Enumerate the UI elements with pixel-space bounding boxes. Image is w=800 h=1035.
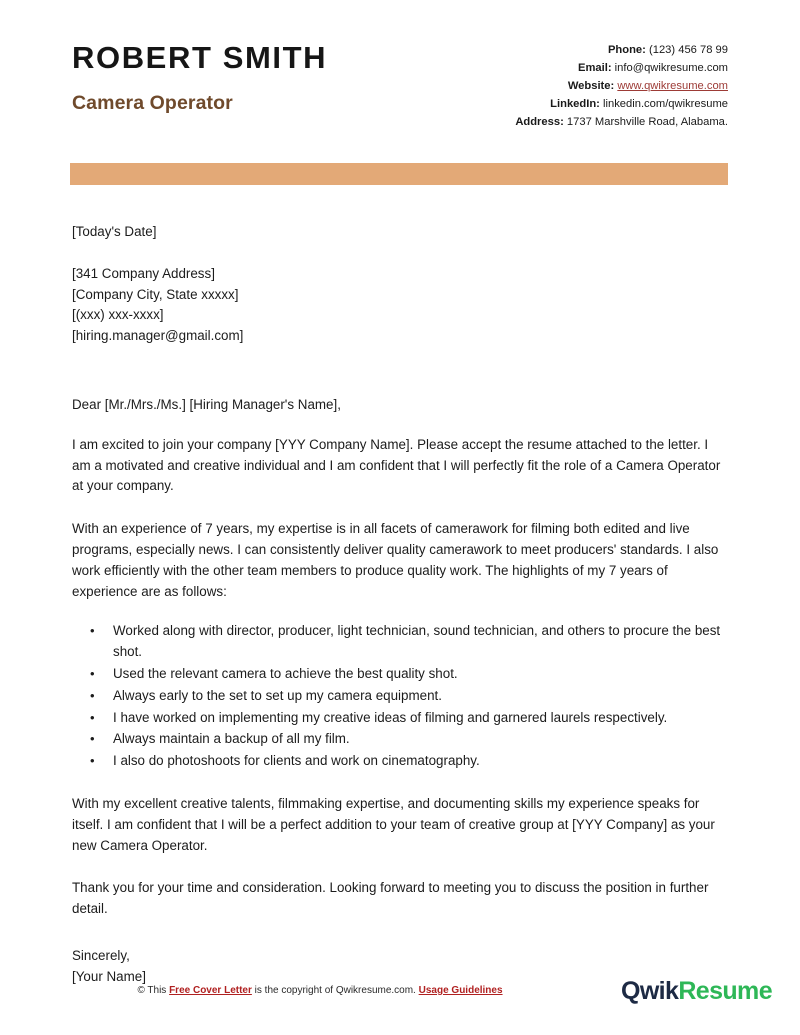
- contact-value-phone: (123) 456 78 99: [649, 44, 728, 56]
- list-item: [72, 751, 722, 772]
- identity-block: [72, 38, 327, 115]
- list-item: [72, 621, 722, 663]
- letter-body: [72, 222, 722, 988]
- sign-off-text: Sincerely,: [72, 947, 130, 963]
- recipient-line-city: [Company City, State xxxxx]: [72, 286, 239, 302]
- letter-paragraph-4: Thank you for your time and consideration. Looking forward to meeting you to discuss the position in further detail.: [72, 880, 709, 917]
- contact-label-address: Address:: [515, 116, 564, 129]
- contact-line-phone: [515, 41, 728, 59]
- letter-salutation: Dear [Mr./Mrs./Ms.] [Hiring Manager's Name],: [72, 396, 341, 412]
- free-cover-letter-link[interactable]: Free Cover Letter: [169, 985, 252, 996]
- footer-copyright-middle: is the copyright of Qwikresume.com.: [254, 985, 416, 996]
- usage-guidelines-link[interactable]: Usage Guidelines: [418, 985, 503, 996]
- page-footer: [0, 977, 800, 1021]
- letter-date: [Today's Date]: [72, 224, 157, 239]
- recipient-address-block: [72, 264, 722, 347]
- bullet-icon: •: [90, 709, 95, 725]
- list-item-text: I also do photoshoots for clients and work on cinematography.: [113, 753, 480, 769]
- list-item: [72, 708, 722, 729]
- contact-line-address: [515, 113, 728, 131]
- contact-label-phone: Phone:: [607, 44, 646, 56]
- list-item: [72, 664, 722, 685]
- contact-label-website: Website:: [567, 80, 615, 93]
- contact-value-address: 1737 Marshville Road, Alabama.: [566, 116, 728, 129]
- qwikresume-logo: [621, 977, 772, 1006]
- logo-text-qwik: Qwik: [620, 977, 679, 1005]
- letter-header: [0, 38, 800, 143]
- accent-divider-bar: [70, 163, 728, 185]
- recipient-line-phone: [(xxx) xxx-xxxx]: [72, 307, 164, 323]
- contact-value-email: info@qwikresume.com: [614, 62, 728, 75]
- recipient-line-street: [341 Company Address]: [72, 265, 215, 281]
- logo-text-resume: Resume: [678, 977, 772, 1005]
- letter-paragraph-3: With my excellent creative talents, filmmaking expertise, and documenting skills my experience speaks for itself. I am confident that I will be a perfect addition to your team of creative group at [YYY Company] as your new Camera Operator.: [72, 795, 715, 853]
- list-item-text: Always maintain a backup of all my film.: [113, 731, 350, 747]
- applicant-job-title: Camera Operator: [72, 91, 233, 114]
- bullet-icon: •: [90, 623, 95, 639]
- letter-paragraph-2: With an experience of 7 years, my expertise is in all facets of camerawork for filming both edited and live programs, especially news. I can consistently deliver quality camerawork to meet producers' standards. I also work efficiently with the other team members to produce quality work. The highlights of my 7 years of experience are as follows:: [72, 521, 719, 599]
- contact-line-linkedin: [515, 95, 728, 113]
- contact-label-linkedin: LinkedIn:: [550, 98, 600, 111]
- contact-line-website: [515, 77, 728, 95]
- list-item-text: I have worked on implementing my creative ideas of filming and garnered laurels respectively.: [113, 709, 668, 725]
- contact-details: [515, 38, 728, 131]
- bullet-icon: •: [90, 731, 95, 747]
- contact-label-email: Email:: [577, 62, 612, 75]
- applicant-name: ROBERT SMITH: [72, 40, 328, 75]
- bullet-icon: •: [90, 753, 95, 769]
- letter-paragraph-1: I am excited to join your company [YYY Company Name]. Please accept the resume attached to the letter. I am a motivated and creative individual and I am confident that I will perfectly fit the role of a Camera Operator at your company.: [72, 436, 721, 494]
- list-item: [72, 729, 722, 750]
- list-item-text: Used the relevant camera to achieve the best quality shot.: [113, 665, 458, 681]
- bullet-icon: •: [90, 665, 95, 681]
- bullet-icon: •: [90, 687, 95, 703]
- list-item: [72, 686, 722, 707]
- list-item-text: Worked along with director, producer, light technician, sound technician, and others to procure the best shot.: [113, 623, 721, 660]
- highlights-list: [72, 621, 722, 772]
- contact-line-email: [515, 59, 728, 77]
- signature-name: [Your Name]: [72, 968, 146, 984]
- contact-value-website[interactable]: www.qwikresume.com: [617, 80, 728, 93]
- recipient-line-email: [hiring.manager@gmail.com]: [72, 328, 244, 344]
- contact-value-linkedin: linkedin.com/qwikresume: [603, 98, 728, 111]
- list-item-text: Always early to the set to set up my camera equipment.: [113, 687, 442, 703]
- footer-copyright-prefix: © This: [137, 985, 167, 996]
